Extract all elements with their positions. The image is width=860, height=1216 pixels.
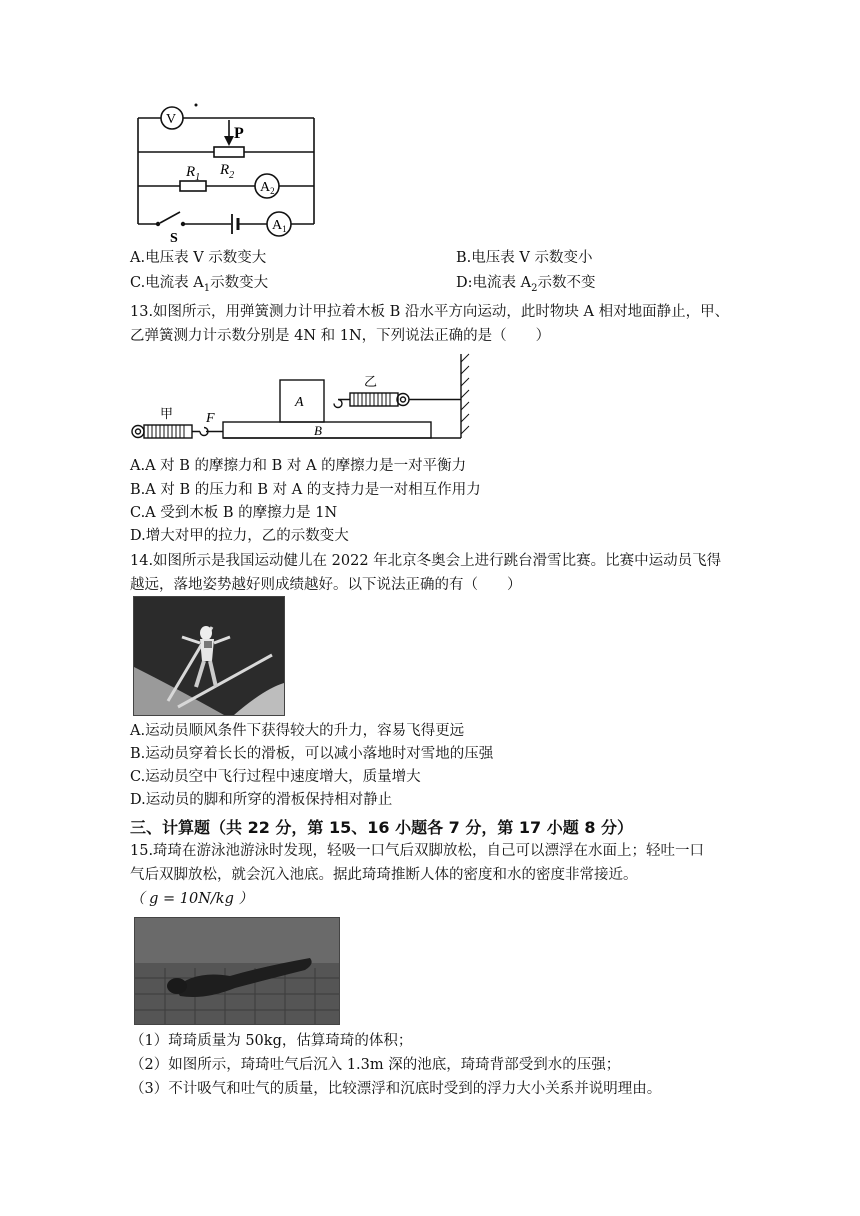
q14-option-c: C.运动员空中飞行过程中速度增大，质量增大 xyxy=(130,769,421,785)
q15-sub-3: （3）不计吸气和吐气的质量，比较漂浮和沉底时受到的浮力大小关系并说明理由。 xyxy=(130,1081,662,1097)
q12-option-c xyxy=(130,273,268,299)
q13-option-a: A.A 对 B 的摩擦力和 B 对 A 的摩擦力是一对平衡力 xyxy=(130,458,467,474)
svg-text:A1 xyxy=(272,218,287,234)
r2-subscript: 2 xyxy=(229,170,235,181)
q15-stem-line2: 气后双脚放松，就会沉入池底。据此琦琦推断人体的密度和水的密度非常接近。 xyxy=(130,867,638,883)
q12-option-b: B.电压表 V 示数变小 xyxy=(456,250,593,266)
block-a-label: A xyxy=(295,395,304,410)
ammeter-a2-subscript: 2 xyxy=(270,186,275,196)
r1-label: R xyxy=(186,164,196,180)
r2-label: R xyxy=(220,162,230,178)
ammeter-a2-label: A xyxy=(260,180,271,195)
ammeter-a1-label: A xyxy=(272,218,283,233)
q14-option-d: D.运动员的脚和所穿的滑板保持相对静止 xyxy=(130,792,393,808)
q15-stem-line1: 15.琦琦在游泳池游泳时发现，轻吸一口气后双脚放松，自己可以漂浮在水面上；轻吐一口 xyxy=(130,843,705,859)
q12-option-a: A.电压表 V 示数变大 xyxy=(130,250,267,266)
q15-sub-2: （2）如图所示，琦琦吐气后沉入 1.3m 深的池底，琦琦背部受到水的压强； xyxy=(130,1057,621,1073)
q13-option-d: D.增大对甲的拉力，乙的示数变大 xyxy=(130,528,349,544)
slider-label-p: P xyxy=(234,125,244,142)
q14-stem-line2: 越远，落地姿势越好则成绩越好。以下说法正确的有（ ） xyxy=(130,577,522,593)
q14-option-a: A.运动员顺风条件下获得较大的升力，容易飞得更远 xyxy=(130,723,465,739)
r1-subscript: 1 xyxy=(195,172,201,183)
q14-option-b: B.运动员穿着长长的滑板，可以减小落地时对雪地的压强 xyxy=(130,746,494,762)
force-f-label: F xyxy=(206,411,215,426)
circuit-diagram xyxy=(128,98,328,243)
gauge-yi-label: 乙 xyxy=(364,374,378,389)
ammeter-a1-subscript: 1 xyxy=(282,224,287,234)
gauge-jia-label: 甲 xyxy=(160,406,174,421)
q12-option-d xyxy=(456,273,595,299)
section-heading: 三、计算题（共 22 分，第 15、16 小题各 7 分，第 17 小题 8 分） xyxy=(130,818,634,837)
q13-stem-line2: 乙弹簧测力计示数分别是 4N 和 1N，下列说法正确的是（ ） xyxy=(130,328,551,344)
ski-jumper-figure xyxy=(134,597,284,715)
board-b-label: B xyxy=(314,423,322,438)
friction-setup-diagram xyxy=(128,352,473,444)
q14-stem-line1: 14.如图所示是我国运动健儿在 2022 年北京冬奥会上进行跳台滑雪比赛。比赛中运动员飞得 xyxy=(130,553,722,569)
q13-option-c: C.A 受到木板 B 的摩擦力是 1N xyxy=(130,505,338,521)
q12-option-c-text: C.电流表 A xyxy=(130,275,204,291)
q12-option-c-tail: 示数变大 xyxy=(210,275,269,291)
q12-option-c-subscript: 1 xyxy=(203,282,211,294)
q15-gravity-note: （ g = 10N/kg ） xyxy=(130,891,253,907)
switch-label-s: S xyxy=(170,231,178,243)
q12-option-d-text: D:电流表 A xyxy=(456,275,532,291)
q13-option-b: B.A 对 B 的压力和 B 对 A 的支持力是一对相互作用力 xyxy=(130,482,481,498)
q13-stem-line1: 13.如图所示，用弹簧测力计甲拉着木板 B 沿水平方向运动，此时物块 A 相对地面静止，甲、 xyxy=(130,304,730,320)
svg-text:R1 xyxy=(185,164,200,183)
svg-text:R2 xyxy=(219,162,234,181)
voltmeter-label: V xyxy=(166,112,177,127)
ski-jump-photo xyxy=(133,596,285,716)
swimmer-photo xyxy=(134,917,340,1025)
swimmer-figure xyxy=(135,918,339,1024)
q12-option-d-subscript: 2 xyxy=(531,282,538,294)
svg-text:A2 xyxy=(260,180,275,196)
q12-option-d-tail: 示数不变 xyxy=(537,275,596,291)
q15-sub-1: （1）琦琦质量为 50kg，估算琦琦的体积； xyxy=(130,1033,413,1049)
